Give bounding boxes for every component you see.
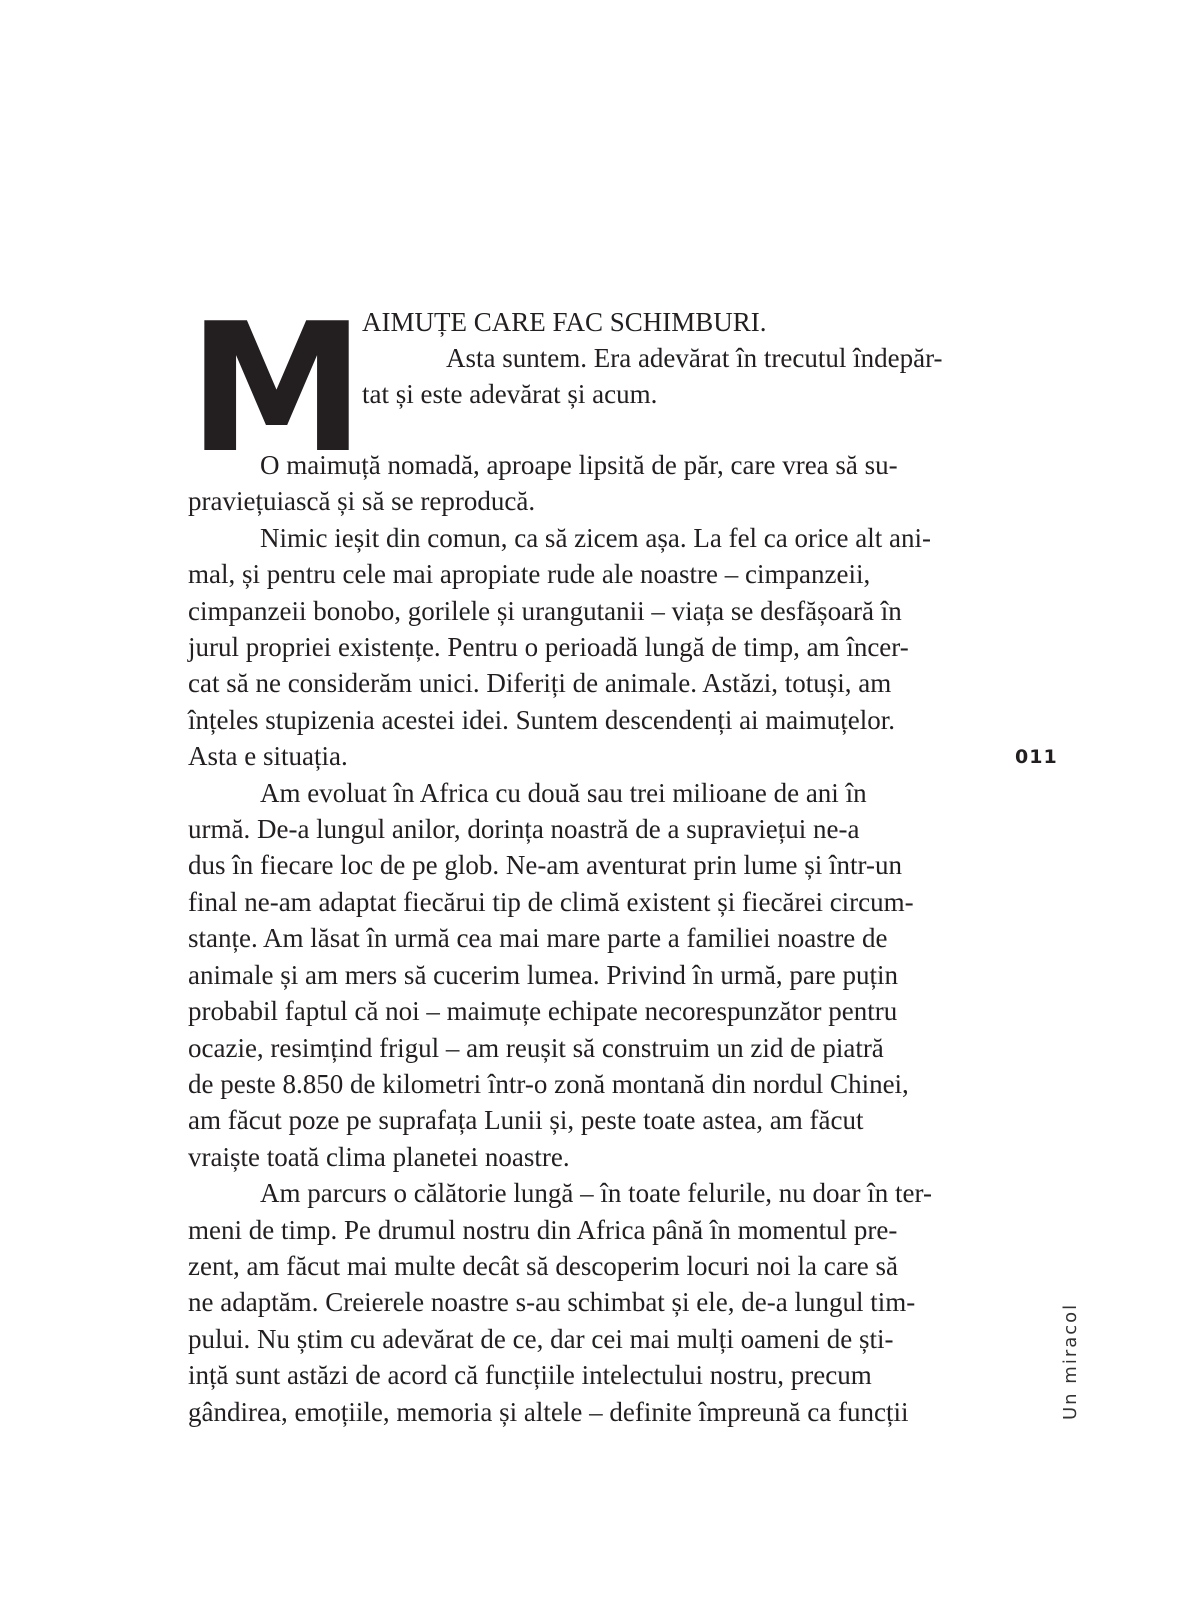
opening-line: tat și este adevărat și acum.	[362, 379, 658, 409]
text-line: de peste 8.850 de kilometri într-o zonă montană din nordul Chinei,	[188, 1068, 909, 1099]
text-line: Am evoluat în Africa cu două sau trei milioane de ani în	[260, 777, 867, 808]
text-line: Asta e situația.	[188, 741, 348, 772]
text-line: ință sunt astăzi de acord că funcțiile intelectului nostru, precum	[188, 1360, 872, 1391]
text-line: dus în fiecare loc de pe glob. Ne-am aventurat prin lume și într-un	[188, 850, 902, 881]
text-line: final ne-am adaptat fiecărui tip de climă existent și fiecărei circum-	[188, 886, 914, 917]
opening-line: Asta suntem. Era adevărat în trecutul îndepăr-	[446, 343, 943, 373]
drop-cap: M	[188, 285, 360, 492]
text-line: stanțe. Am lăsat în urmă cea mai mare parte a familiei noastre de	[188, 923, 888, 954]
text-line: meni de timp. Pe drumul nostru din Africa până în momentul pre-	[188, 1214, 898, 1245]
text-line: am făcut poze pe suprafața Lunii și, peste toate astea, am făcut	[188, 1105, 864, 1136]
text-line: O maimuță nomadă, aproape lipsită de păr, care vrea să su-	[260, 450, 898, 480]
text-line: probabil faptul că noi – maimuțe echipate necorespunzător pentru	[188, 996, 898, 1027]
opening-paragraph	[362, 304, 1022, 412]
text-line: animale și am mers să cucerim lumea. Privind în urmă, pare puțin	[188, 959, 899, 990]
text-line: gândirea, emoțiile, memoria și altele – definite împreună ca funcții	[188, 1396, 909, 1427]
text-line: cat să ne considerăm unici. Diferiți de animale. Astăzi, totuși, am	[188, 668, 892, 699]
body-text	[188, 447, 1018, 1430]
text-line: Nimic ieșit din comun, ca să zicem așa. La fel ca orice alt ani-	[260, 522, 931, 553]
text-line: înțeles stupizenia acestei idei. Suntem descendenți ai maimuțelor.	[188, 704, 896, 735]
text-line: cimpanzeii bonobo, gorilele și urangutanii – viața se desfășoară în	[188, 595, 902, 626]
text-line: pului. Nu știm cu adevărat de ce, dar cei mai mulți oameni de ști-	[188, 1323, 894, 1354]
page-number: 011	[1015, 746, 1058, 768]
text-line: praviețuiască și să se reproducă.	[188, 486, 536, 517]
text-line: urmă. De-a lungul anilor, dorința noastră de a supraviețui ne-a	[188, 814, 860, 845]
text-line: ocazie, resimțind frigul – am reușit să construim un zid de piatră	[188, 1032, 884, 1063]
text-line: ne adaptăm. Creierele noastre s-au schimbat și ele, de-a lungul tim-	[188, 1287, 916, 1318]
text-line: vraiște toată clima planetei noastre.	[188, 1141, 570, 1172]
running-head: Un miracol	[1060, 1302, 1081, 1420]
text-line: Am parcurs o călătorie lungă – în toate felurile, nu doar în ter-	[260, 1178, 932, 1209]
opening-line: AIMUȚE CARE FAC SCHIMBURI.	[362, 307, 767, 337]
text-line: mal, și pentru cele mai apropiate rude ale noastre – cimpanzeii,	[188, 559, 871, 590]
text-line: zent, am făcut mai multe decât să descoperim locuri noi la care să	[188, 1250, 898, 1281]
text-line: jurul propriei existențe. Pentru o perioadă lungă de timp, am încer-	[188, 632, 909, 663]
